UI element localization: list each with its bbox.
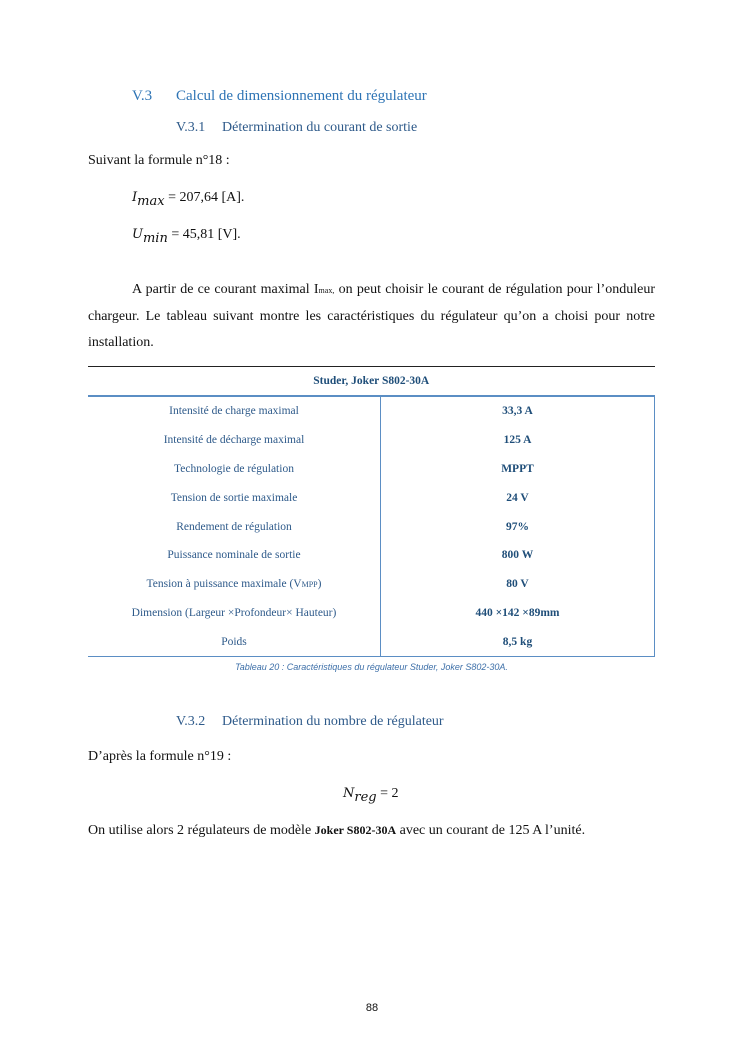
table-row <box>88 541 655 570</box>
conclusion-sentence <box>88 823 585 839</box>
table-row <box>88 570 655 599</box>
nreg-symbol: N <box>343 786 355 801</box>
row-label-sub: MPP <box>301 580 318 590</box>
row-label <box>88 570 381 599</box>
umin-symbol: U <box>132 227 143 242</box>
table-row <box>88 455 655 484</box>
imax-symbol: I <box>132 190 138 205</box>
subsection-title-2: Détermination du nombre de régulateur <box>222 714 444 729</box>
umin-value: = 45,81 [V]. <box>171 227 241 242</box>
conclusion-part2: avec un courant de 125 A l’unité. <box>396 823 586 838</box>
umin-sub: min <box>142 230 168 246</box>
section-number: V.3 <box>132 88 153 104</box>
subsection-heading-2 <box>176 714 444 730</box>
row-value: 440 ×142 ×89mm <box>381 599 655 628</box>
section-heading <box>132 88 427 105</box>
nreg-value: = 2 <box>380 786 399 801</box>
table-row <box>88 512 655 541</box>
row-label: Intensité de décharge maximal <box>163 434 305 447</box>
paragraph-part1: A partir de ce courant maximal I <box>132 282 319 297</box>
table-row <box>88 396 655 426</box>
table-row <box>88 426 655 455</box>
row-value: 80 V <box>381 570 655 599</box>
formula-nreg <box>343 786 399 805</box>
intro-formula-19: D’après la formule n°19 : <box>88 749 232 764</box>
page-number: 88 <box>365 1002 379 1014</box>
body-paragraph <box>88 277 655 356</box>
row-label: Rendement de régulation <box>176 520 292 533</box>
conclusion-model: Joker S802-30A <box>314 823 397 837</box>
row-value: 24 V <box>381 483 655 512</box>
row-label: Tension de sortie maximale <box>170 491 298 504</box>
table-row <box>88 627 655 656</box>
section-title: Calcul de dimensionnement du régulateur <box>176 88 427 104</box>
intro-formula-18: Suivant la formule n°18 : <box>88 153 230 168</box>
row-label-end: ) <box>317 578 322 591</box>
conclusion-part1: On utilise alors 2 régulateurs de modèle <box>88 823 315 838</box>
nreg-sub: reg <box>354 789 377 805</box>
row-label: Dimension (Largeur ×Profondeur× Hauteur) <box>131 606 337 619</box>
regulator-spec-table <box>88 366 655 657</box>
row-value: MPPT <box>381 455 655 484</box>
paragraph-part2: on peut choisir le courant de régulation pour l’onduleur chargeur. Le tableau suivant montre les caractéristiques du régulateur qu’on a choisi pour notre installation. <box>88 282 655 350</box>
row-value: 800 W <box>381 541 655 570</box>
row-value: 8,5 kg <box>381 627 655 656</box>
imax-value: = 207,64 [A]. <box>168 190 245 205</box>
subsection-title-1: Détermination du courant de sortie <box>222 120 418 135</box>
row-label: Intensité de charge maximal <box>169 405 299 418</box>
row-label-text: Tension à puissance maximale (V <box>146 578 302 591</box>
row-label: Poids <box>88 627 381 656</box>
row-label: Technologie de régulation <box>174 462 294 475</box>
subsection-number-1: V.3.1 <box>176 120 206 135</box>
formula-imax <box>132 190 244 209</box>
paragraph-imax-sub: max, <box>318 286 335 295</box>
table-caption: Tableau 20 : Caractéristiques du régulateur Studer, Joker S802-30A. <box>235 662 508 672</box>
row-value: 33,3 A <box>381 396 655 426</box>
formula-umin <box>132 227 241 246</box>
row-value: 97% <box>381 512 655 541</box>
subsection-heading-1 <box>176 120 417 136</box>
table-row <box>88 599 655 628</box>
imax-sub: max <box>137 193 165 209</box>
row-label: Puissance nominale de sortie <box>167 549 301 562</box>
subsection-number-2: V.3.2 <box>176 714 206 729</box>
table-row <box>88 483 655 512</box>
table-header: Studer, Joker S802-30A <box>88 367 655 397</box>
row-value: 125 A <box>381 426 655 455</box>
